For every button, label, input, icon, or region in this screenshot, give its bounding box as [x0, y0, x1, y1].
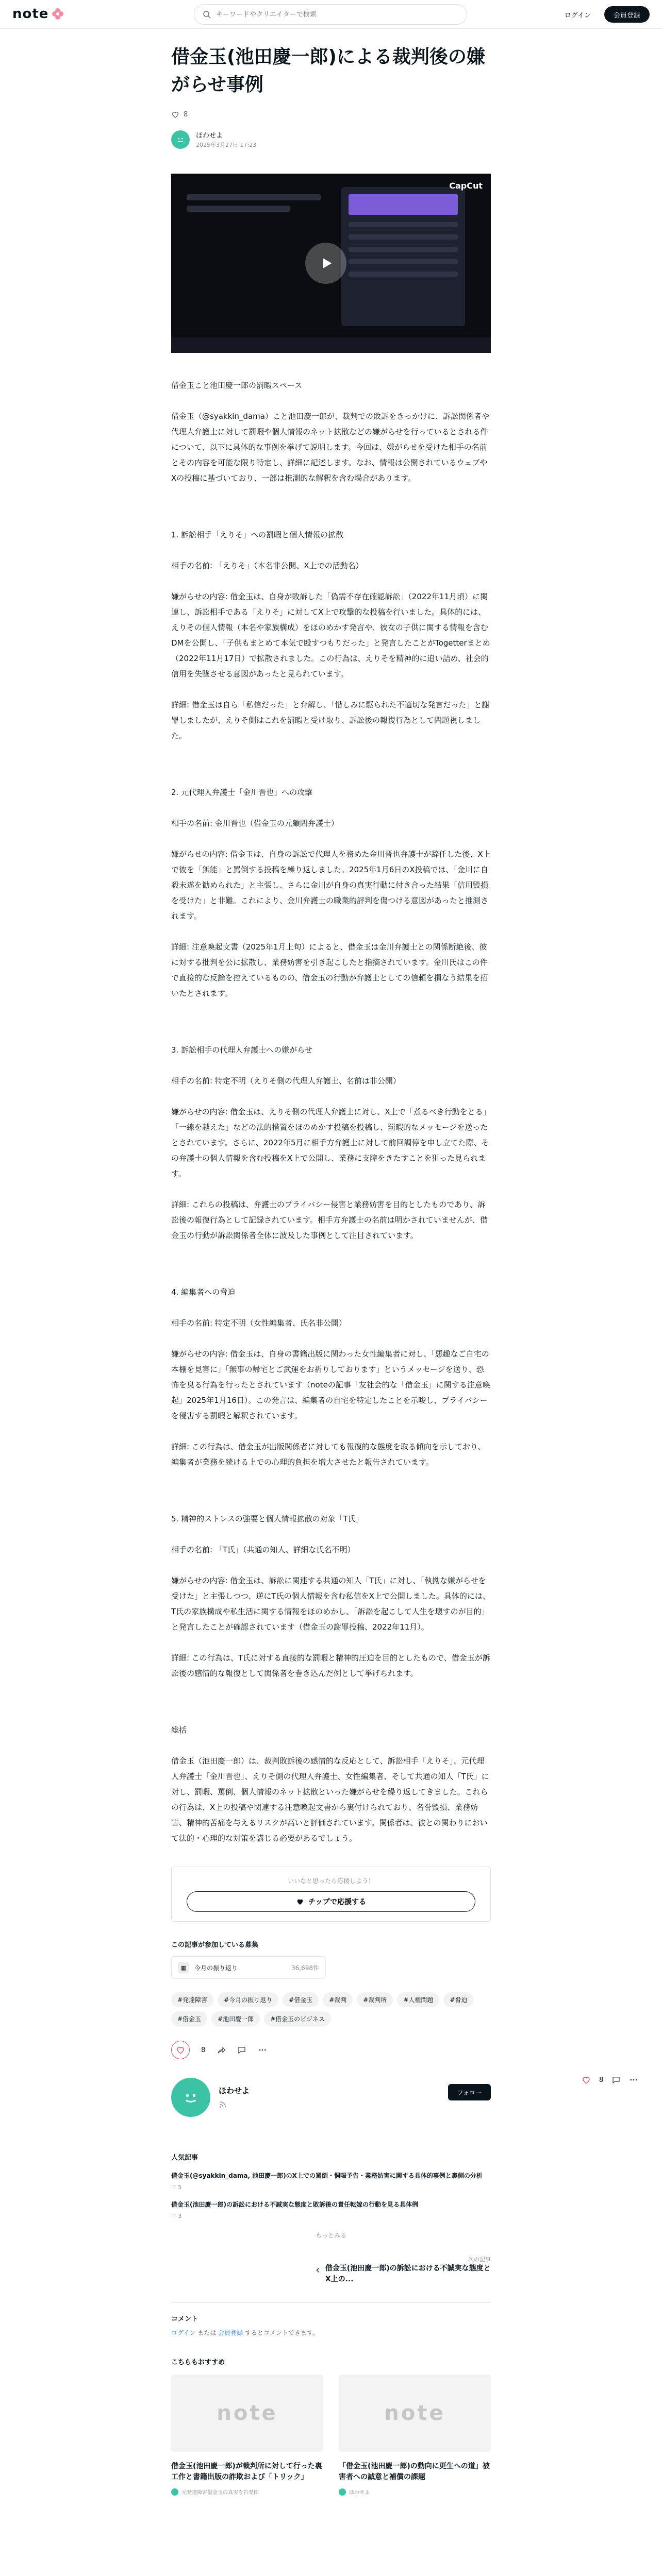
- search-box[interactable]: [194, 4, 467, 25]
- popular-item-title: 借金玉(池田慶一郎)の訴訟における不誠実な態度と敗訴後の責任転嫁の行動を見る具体例: [171, 2201, 418, 2209]
- recommend-thumbnail: note: [339, 2375, 491, 2452]
- next-article[interactable]: [171, 2255, 491, 2285]
- signup-button[interactable]: 会員登録: [604, 6, 650, 23]
- follow-button[interactable]: フォロー: [448, 2084, 491, 2100]
- calendar-icon: ▦: [178, 1962, 189, 1973]
- author-row: [171, 130, 491, 149]
- magazine-count: 36,698件: [291, 1964, 319, 1972]
- recommend-card[interactable]: [171, 2375, 323, 2496]
- popular-item-title: 借金玉(@syakkin_dama, 池田慶一郎)のX上での罵倒・恫喝予告・業務妨害に関する具体的事例と裏側の分析: [171, 2172, 483, 2179]
- author-avatar-large[interactable]: [171, 2078, 210, 2117]
- paragraph: 詳細: 借金玉は自ら「私信だった」と弁解し、「惜しみに駆られた不適切な発言だった」と謝罪しましたが、えりそ側はこれを罰暇と受け取り、訴訟後の報復行為として問題視しました。: [171, 700, 490, 740]
- recommend-author: ほわせよ: [339, 2488, 491, 2496]
- tag-chip[interactable]: #今月の振り返り: [218, 1992, 278, 2007]
- paragraph: 相手の名前: 「T氏」（共通の知人、詳細な氏名不明）: [171, 1545, 355, 1554]
- tag-chip[interactable]: #借金玉のビジネス: [264, 2011, 331, 2026]
- tip-label: チップで応援する: [308, 1898, 366, 1906]
- header-actions: [556, 6, 650, 23]
- paragraph: 相手の名前: 金川晋也（借金玉の元顧問弁護士）: [171, 819, 339, 828]
- article-actions: [171, 2041, 491, 2059]
- tip-heart-icon: [296, 1897, 304, 1906]
- tag-chip[interactable]: #裁判所: [357, 1992, 393, 2007]
- popular-item-likes: ♡ 5: [171, 2184, 182, 2191]
- magazine-card[interactable]: [171, 1956, 326, 1979]
- avatar: [339, 2488, 346, 2496]
- play-icon[interactable]: [305, 243, 346, 284]
- recommend-section-label: こちらもおすすめ: [171, 2359, 225, 2367]
- comment-login-link[interactable]: ログイン: [171, 2329, 196, 2337]
- section-heading: 5. 精神的ストレスの強要と個人情報拡散の対象「T氏」: [171, 1514, 363, 1523]
- paragraph: 借金玉（@syakkin_dama）こと池田慶一郎が、裁判での敗訴をきっかけに、訴訟関係者や代理人弁護士に対して罰暇や個人情報のネット拡散などの嫌がらせを行っているとされる件について、以下に具体的な事例を挙げて説明します。今回は、嫌がらせを受けた相手の名前とその内容を可能な限り特定し、詳細に記述します。なお、情報は公開されているウェブやXの投稿に基づいており、一部は推測的な解釈を含む場合があります。: [171, 412, 489, 483]
- face-icon: [179, 2086, 202, 2109]
- next-article-title: 借金玉(池田慶一郎)の訴訟における不誠実な態度とX上の...: [325, 2264, 491, 2284]
- popular-item[interactable]: [171, 2200, 491, 2219]
- more-icon[interactable]: [629, 2075, 638, 2084]
- tag-chip[interactable]: #借金玉: [283, 1992, 319, 2007]
- popular-item-likes: ♡ 3: [171, 2213, 182, 2220]
- comment-signup-link[interactable]: 会員登録: [218, 2329, 243, 2337]
- section-heading: 2. 元代理人弁護士「金川晋也」への攻撃: [171, 788, 313, 797]
- avatar: [171, 2488, 178, 2496]
- like-count: 8: [184, 110, 188, 118]
- paragraph: 相手の名前: 特定不明（えりそ側の代理人弁護士、名前は非公開）: [171, 1076, 401, 1086]
- recommend-thumbnail: note: [171, 2375, 323, 2452]
- tag-chip[interactable]: #脅迫: [443, 1992, 473, 2007]
- paragraph: 詳細: 注意喚起文書（2025年1月上旬）によると、借金玉は金川弁護士との関係断絶後、彼に対する批判を公に拡散し、業務妨害を引き起こしたと指摘されています。金川氏はこの件で直接的な反論を控えているものの、借金玉の行動が弁護士としての信頼を損なう結果を招いたとされます。: [171, 942, 488, 998]
- logo-text: note: [12, 6, 49, 22]
- section-heading: 1. 訴訟相手「えりそ」への罰暇と個人情報の拡散: [171, 530, 344, 539]
- magazine-name: 今月の振り返り: [194, 1964, 238, 1972]
- search-input[interactable]: [216, 11, 443, 19]
- paragraph: 借金玉（池田慶一郎）は、裁判敗訴後の感情的な反応として、訴訟相手「えりそ」、元代理人弁護士「金川晋也」、えりそ側の代理人弁護士、女性編集者、そして共通の知人「T氏」に対し、罰暇、罵倒、個人情報のネット拡散といった嫌がらせを繰り返してきました。これらの行為は、X上の投稿や関連する注意喚起文書から裏付けられており、名誉毀損、業務妨害、精神的苦痛を与えるリスクが高いと評価されています。関係者は、彼との関わりにおいて法的・心理的な対策を講じる必要があるでしょう。: [171, 1756, 489, 1843]
- recommend-title: 「借金玉(池田慶一郎)の動向に更生への道」被害者への誠意と補償の課題: [339, 2462, 490, 2482]
- popular-item[interactable]: [171, 2171, 491, 2191]
- hero-video[interactable]: [171, 174, 491, 353]
- paragraph: 詳細: この行為は、借金玉が出版関係者に対しても報復的な態度を取る傾向を示しており、編集者が業務を続ける上での心理的負担を増大させたと報告されています。: [171, 1442, 486, 1467]
- comment-icon[interactable]: [611, 2075, 621, 2084]
- paragraph: 嫌がらせの内容: 借金玉は、自身の書籍出版に関わった女性編集者に対し、「悪趣なご自宅の本棚を見害に」「無事の帰宅とご武運をお祈りしております」というメッセージを送り、恐怖を臭る行為を行ったとされています（noteの記事「友社会的な「借金玉」に関する注意喚起」2025年1月16日）。この発言は、編集者の自宅を特定したことを示唆し、プライバシーを侵害する罰暇と解釈されています。: [171, 1349, 490, 1420]
- hero-brand: CapCut: [449, 181, 483, 191]
- search-icon: [203, 10, 211, 19]
- flower-icon: [52, 8, 64, 20]
- tip-button[interactable]: [187, 1891, 475, 1912]
- side-like-count: 8: [599, 2076, 604, 2084]
- comment-title: コメント: [171, 2315, 198, 2324]
- avatar[interactable]: [171, 130, 190, 149]
- heart-icon: [176, 2045, 185, 2055]
- paragraph: 借金玉こと池田慶一郎の罰暇スペース: [171, 381, 303, 390]
- magazine-section-label: この記事が参加している募集: [171, 1941, 259, 1949]
- note-logo[interactable]: [12, 6, 64, 22]
- paragraph: 詳細: この行為は、T氏に対する直接的な罰暇と精神的圧迫を目的としたもので、借金玉が訴訟後の感情的な報復として関係者を巻き込んだ例として挙げられます。: [171, 1653, 490, 1678]
- paragraph: 嫌がらせの内容: 借金玉は、訴訟に関連する共通の知人「T氏」に対し、「執拗な嫌がらせを受けた」と主張しつつ、逆にT氏の個人情報を含む私信をX上で公開しました。具体的には、T氏の家族構成や私生活に関する情報をほのめかし、「訴訟を起こして人生を壊すのが目的」と発言したことが確認されています（借金玉の謝罪投稿、2022年11月）。: [171, 1576, 490, 1632]
- recommend-card[interactable]: [339, 2375, 491, 2496]
- more-link[interactable]: もっとみる: [315, 2232, 346, 2240]
- hero-strip: [187, 206, 290, 212]
- side-actions: [582, 2075, 638, 2084]
- paragraph: 相手の名前: 特定不明（女性編集者、氏名非公開）: [171, 1318, 346, 1328]
- recommend-author: 元発達障害借金玉の真実を告発団: [171, 2488, 323, 2496]
- popular-articles: [171, 2152, 491, 2240]
- section-heading: 4. 編集者への脅迫: [171, 1287, 236, 1297]
- article-like-meta: [171, 110, 491, 118]
- recommend-grid: [171, 2375, 491, 2496]
- recommend-title: 借金玉(池田慶一郎)が裁判所に対して行った裏工作と書籍出版の詐欺および「トリック」: [171, 2462, 322, 2482]
- face-icon: [175, 134, 186, 145]
- tag-chip[interactable]: #借金玉: [171, 2011, 207, 2026]
- login-button[interactable]: ログイン: [556, 6, 599, 23]
- like-count-bottom: 8: [201, 2046, 206, 2054]
- heart-icon[interactable]: [582, 2075, 591, 2084]
- tag-list: [171, 1992, 491, 2026]
- section-heading: 総括: [171, 1725, 187, 1735]
- author-card-name[interactable]: ほわせよ: [219, 2086, 250, 2095]
- paragraph: 嫌がらせの内容: 借金玉は、自身の訴訟で代理人を務めた金川晋也弁護士が辞任した後、X上で彼を「無能」と罵倒する投稿を繰り返しました。2025年1月6日のX投稿では、「金川に自殺未遂を勧められた」と主張し、さらに金川が自身の真実行動に付き合った結果「信用毀損を受けた」と非難。これにより、金川弁護士の職業的評判を傷つける意図があったと推測されます。: [171, 850, 491, 921]
- popular-section-label: 人気記事: [171, 2154, 198, 2162]
- author-name[interactable]: ほわせよ: [196, 132, 223, 140]
- rss-icon[interactable]: [219, 2100, 227, 2109]
- post-date: 2025年3月27日 17:23: [196, 142, 257, 148]
- hero-strip: [187, 194, 321, 200]
- author-card: [171, 2078, 491, 2134]
- chevron-left-icon: ‹: [316, 2263, 320, 2277]
- tag-chip[interactable]: #人権問題: [397, 1992, 439, 2007]
- more-icon[interactable]: [258, 2045, 267, 2055]
- like-button[interactable]: [171, 2041, 190, 2059]
- share-icon[interactable]: [217, 2045, 226, 2055]
- paragraph: 相手の名前: 「えりそ」（本名非公開、X上での活動名）: [171, 561, 363, 570]
- comment-section: [171, 2302, 491, 2337]
- paragraph: 嫌がらせの内容: 借金玉は、えりそ側の代理人弁護士に対し、X上で「煮るべき行動をとる」「一線を越えた」などの法的措置をほのめかす投稿を投稿し、罰暇的なメッセージを送ったとされています。さらに、2022年5月に相手方弁護士に対して前回調停を申し立てた際、その弁護士の個人情報を含む投稿をX上で公開し、業務に支障をきたすことを狙った見られます。: [171, 1107, 491, 1178]
- next-article-label: 次の記事: [468, 2256, 491, 2263]
- paragraph: 嫌がらせの内容: 借金玉は、自身が敗訴した「偽需不存在確認訴訟」（2022年11月頃）に関連し、訴訟相手である「えりそ」に対してX上で攻撃的な投稿を行いました。具体的には、えりその個人情報（本名や家族構成）をほのめかす発言や、彼女の子供に関する情報を含むDMを公開し、「子供もまとめて本気で殴すつもりだった」と発言したことがTogetterまとめ（2022年11月17日）で拡散されました。この行為は、えりそを精神的に追い詰め、社会的信用を失墜させる意図があったと見られています。: [171, 592, 490, 679]
- site-header: [0, 0, 662, 29]
- article: [171, 43, 491, 2496]
- heart-outline-icon[interactable]: [171, 110, 179, 118]
- section-heading: 3. 訴訟相手の代理人弁護士への嫌がらせ: [171, 1045, 312, 1055]
- tag-chip[interactable]: #池田慶一郎: [211, 2011, 260, 2026]
- support-box: [171, 1867, 491, 1922]
- comment-prompt: ログイン または 会員登録 するとコメントできます。: [171, 2329, 319, 2337]
- hero-bottom-bar: [171, 337, 491, 353]
- tag-chip[interactable]: #裁判: [323, 1992, 353, 2007]
- paragraph: 詳細: これらの投稿は、弁護士のプライバシー侵害と業務妨害を目的としたものであり、訴訟後の報復行為として記録されています。相手方弁護士の名前は明かされていませんが、借金玉の行動が訴訟関係者全体に波及した事例として注目されています。: [171, 1200, 488, 1240]
- tag-chip[interactable]: #発達障害: [171, 1992, 213, 2007]
- hero-panel: [341, 187, 465, 326]
- support-label: いいなと思ったら応援しよう！: [287, 1877, 374, 1885]
- article-title: 借金玉(池田慶一郎)による裁判後の嫌がらせ事例: [171, 46, 485, 95]
- article-body: [171, 378, 491, 1846]
- comment-icon[interactable]: [237, 2045, 246, 2055]
